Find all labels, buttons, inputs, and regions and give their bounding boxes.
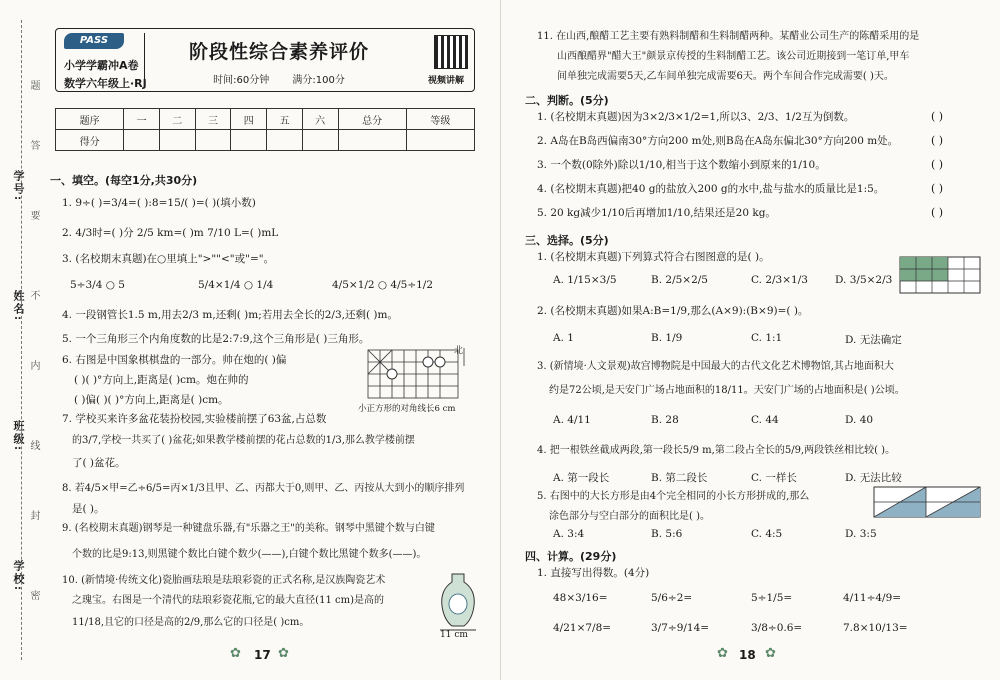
- choice-2: 2. (名校期末真题)如果A:B=1/9,那么(A×9):(B×9)=( )。: [537, 305, 809, 317]
- full-score: 满分:100分: [292, 75, 345, 86]
- judge-2: 2. A岛在B岛西偏南30°方向200 m处,则B岛在A岛东偏北30°方向200 m处。: [537, 135, 899, 147]
- leaf-icon: ✿: [230, 646, 241, 661]
- score-table: [55, 108, 475, 151]
- question-10-line-1: 10. (新情境·传统文化)瓷胎画珐琅是珐琅彩瓷的正式名称,是汉族陶瓷艺术: [62, 575, 386, 586]
- choice-3-line-1: 3. (新情境·人文景观)故宫博物院是中国最大的古代文化艺术博物馆,其占地面积大: [537, 361, 894, 372]
- answer-paren[interactable]: ( ): [931, 134, 944, 147]
- vase-diameter-label: 11 cm: [440, 630, 468, 640]
- question-11-line-2: 山西酿醋界"醋大王"颜景京传授的生料制醋工艺。该公司近期接到一笔订单,甲车: [557, 51, 910, 62]
- choice-4-option-c[interactable]: C. 一样长: [751, 472, 797, 484]
- name-label: 姓名:: [12, 290, 25, 323]
- student-number-label: 学号:: [12, 170, 25, 203]
- question-4: 4. 一段钢管长1.5 m,用去2/3 m,还剩( )m;若用去全长的2/3,还剩( )m。: [62, 309, 398, 321]
- calc-item: 5÷1/5=: [751, 592, 793, 604]
- exam-header: [55, 28, 475, 92]
- grid-shading-figure: [899, 256, 981, 294]
- table-cell: 题序: [56, 109, 124, 130]
- binding-strip: [0, 0, 44, 680]
- seal-word: 题: [28, 80, 39, 90]
- choice-4: 4. 把一根铁丝截成两段,第一段长5/9 m,第二段占全长的5/9,两段铁丝相比较( )。: [537, 445, 896, 456]
- page-title: 阶段性综合素养评价: [188, 41, 369, 63]
- answer-paren[interactable]: ( ): [931, 206, 944, 219]
- score-input-cell[interactable]: [159, 130, 195, 151]
- figure-note: 小正方形的对角线长6 cm: [358, 404, 456, 414]
- rectangle-shading-figure: [873, 486, 983, 518]
- pass-logo: PASS: [64, 33, 124, 49]
- choice-5-option-b[interactable]: B. 5:6: [651, 528, 683, 540]
- choice-4-option-a[interactable]: A. 第一段长: [553, 472, 610, 484]
- leaf-icon: ✿: [278, 646, 289, 661]
- question-10-line-2: 之瑰宝。右图是一个清代的珐琅彩瓷花瓶,它的最大直径(11 cm)是高的: [72, 595, 384, 606]
- choice-1-option-a[interactable]: A. 1/15×3/5: [553, 274, 617, 286]
- choice-5-option-d[interactable]: D. 3:5: [845, 528, 877, 540]
- table-row: [56, 130, 475, 151]
- calc-item: 4/11÷4/9=: [843, 592, 902, 604]
- question-9-line-2: 个数的比是9:13,则黑键个数比白键个数少(——),白键个数比黑键个数多(——)。: [72, 549, 427, 560]
- calc-item: 3/8÷0.6=: [751, 622, 803, 634]
- score-input-cell[interactable]: [124, 130, 160, 151]
- calc-item: 4/21×7/8=: [553, 622, 612, 634]
- table-row: [56, 109, 475, 130]
- calc-item: 5/6÷2=: [651, 592, 693, 604]
- question-3c: 4/5×1/2 ○ 4/5÷1/2: [332, 279, 434, 291]
- choice-2-option-c[interactable]: C. 1:1: [751, 332, 783, 344]
- subject-name: 数学六年级上·RJ: [64, 77, 147, 90]
- page-number: 18: [739, 648, 756, 662]
- section-true-false: 二、判断。(5分): [525, 94, 609, 107]
- calc-item: 3/7÷9/14=: [651, 622, 710, 634]
- question-11-line-3: 间单独完成需要5天,乙车间单独完成需要6天。两个车间合作完成需要( )天。: [557, 71, 894, 82]
- question-6-line-1: 6. 右图是中国象棋棋盘的一部分。帅在炮的( )偏: [62, 354, 287, 366]
- score-input-cell[interactable]: [406, 130, 474, 151]
- calc-item: 48×3/16=: [553, 592, 608, 604]
- choice-2-option-a[interactable]: A. 1: [553, 332, 574, 344]
- north-label: 北: [454, 346, 464, 356]
- score-input-cell[interactable]: [302, 130, 338, 151]
- choice-3-option-d[interactable]: D. 40: [845, 414, 874, 426]
- question-3b: 5/4×1/4 ○ 1/4: [198, 279, 274, 291]
- table-cell: 二: [159, 109, 195, 130]
- seal-word: 答: [28, 140, 39, 150]
- choice-1: 1. (名校期末真题)下列算式符合右图图意的是( )。: [537, 251, 770, 263]
- seal-word: 内: [28, 360, 39, 370]
- choice-3-line-2: 约是72公顷,是天安门广场占地面积的18/11。天安门广场的占地面积是( )公顷。: [549, 385, 905, 396]
- table-cell: 得分: [56, 130, 124, 151]
- calc-item: 7.8×10/13=: [843, 622, 908, 634]
- page-number: 17: [254, 648, 271, 662]
- leaf-icon: ✿: [765, 646, 776, 661]
- choice-2-option-b[interactable]: B. 1/9: [651, 332, 683, 344]
- judge-5: 5. 20 kg减少1/10后再增加1/10,结果还是20 kg。: [537, 207, 776, 219]
- table-cell: 五: [267, 109, 303, 130]
- choice-2-option-d[interactable]: D. 无法确定: [845, 334, 902, 346]
- choice-4-option-b[interactable]: B. 第二段长: [651, 472, 708, 484]
- question-6-line-3: ( )偏( )( )°方向上,距离是( )cm。: [74, 394, 229, 406]
- seal-word: 要: [28, 210, 39, 220]
- question-2: 2. 4/3时=( )分 2/5 km=( )m 7/10 L=( )mL: [62, 227, 279, 239]
- seal-word: 不: [28, 290, 39, 300]
- question-7-line-3: 了( )盆花。: [72, 457, 126, 469]
- series-name: 小学学霸冲A卷: [64, 59, 139, 72]
- class-label: 班级:: [12, 420, 25, 453]
- table-cell: 四: [231, 109, 267, 130]
- choice-3-option-a[interactable]: A. 4/11: [553, 414, 591, 426]
- page-right: [500, 0, 1000, 680]
- question-7-line-2: 的3/7,学校一共买了( )盆花;如果教学楼前摆的花占总数的1/3,那么教学楼前摆: [72, 435, 415, 446]
- question-7-line-1: 7. 学校买来许多盆花装扮校园,实验楼前摆了63盆,占总数: [62, 413, 327, 425]
- school-label: 学校:: [12, 560, 25, 593]
- table-cell: 等级: [406, 109, 474, 130]
- score-input-cell[interactable]: [267, 130, 303, 151]
- section-fill-blank: 一、填空。(每空1分,共30分): [50, 174, 198, 187]
- seal-word: 封: [28, 510, 39, 520]
- leaf-icon: ✿: [717, 646, 728, 661]
- judge-4: 4. (名校期末真题)把40 g的盐放入200 g的水中,盐与盐水的质量比是1:5。: [537, 183, 885, 195]
- header-divider: [144, 33, 145, 87]
- table-cell: 总分: [338, 109, 406, 130]
- choice-3-option-c[interactable]: C. 44: [751, 414, 779, 426]
- score-input-cell[interactable]: [195, 130, 231, 151]
- choice-3-option-b[interactable]: B. 28: [651, 414, 679, 426]
- choice-1-option-c[interactable]: C. 2/3×1/3: [751, 274, 808, 286]
- question-6-line-2: ( )( )°方向上,距离是( )cm。炮在帅的: [74, 374, 249, 386]
- choice-4-option-d[interactable]: D. 无法比较: [845, 472, 902, 484]
- choice-5-option-c[interactable]: C. 4:5: [751, 528, 783, 540]
- choice-5-line-1: 5. 右图中的大长方形是由4个完全相同的小长方形拼成的,那么: [537, 491, 810, 502]
- table-cell: 一: [124, 109, 160, 130]
- choice-1-option-b[interactable]: B. 2/5×2/5: [651, 274, 708, 286]
- section-choice: 三、选择。(5分): [525, 234, 609, 247]
- choice-5-option-a[interactable]: A. 3:4: [553, 528, 585, 540]
- question-8-line-1: 8. 若4/5×甲=乙÷6/5=丙×1/3且甲、乙、丙都大于0,则甲、乙、丙按从大到小的顺序排列: [62, 483, 465, 494]
- video-explain-label: 视频讲解: [428, 76, 465, 86]
- table-cell: 六: [302, 109, 338, 130]
- question-5: 5. 一个三角形三个内角度数的比是2:7:9,这个三角形是( )三角形。: [62, 333, 370, 345]
- exam-meta: [154, 71, 404, 86]
- answer-paren[interactable]: ( ): [931, 110, 944, 123]
- judge-1: 1. (名校期末真题)因为3×2/3×1/2=1,所以3、2/3、1/2互为倒数。: [537, 111, 855, 123]
- answer-paren[interactable]: ( ): [931, 182, 944, 195]
- table-cell: 三: [195, 109, 231, 130]
- seal-word: 密: [28, 590, 39, 600]
- score-input-cell[interactable]: [231, 130, 267, 151]
- answer-paren[interactable]: ( ): [931, 158, 944, 171]
- judge-3: 3. 一个数(0除外)除以1/10,相当于这个数缩小到原来的1/10。: [537, 159, 826, 171]
- choice-5-line-2: 涂色部分与空白部分的面积比是( )。: [549, 511, 710, 522]
- calc-instructions: 1. 直接写出得数。(4分): [537, 567, 650, 579]
- question-3a: 5÷3/4 ○ 5: [70, 279, 125, 291]
- time-limit: 时间:60分钟: [213, 75, 270, 86]
- question-10-line-3: 11/18,且它的口径是高的2/9,那么它的口径是( )cm。: [72, 617, 310, 628]
- seal-word: 线: [28, 440, 39, 450]
- question-8-line-2: 是( )。: [72, 503, 105, 515]
- question-3: 3. (名校期末真题)在○里填上">""<"或"="。: [62, 253, 275, 265]
- score-input-cell[interactable]: [338, 130, 406, 151]
- question-9-line-1: 9. (名校期末真题)钢琴是一种键盘乐器,有"乐器之王"的美称。钢琴中黑键个数与白键: [62, 523, 435, 534]
- question-11-line-1: 11. 在山西,酿醋工艺主要有熟料制醋和生料制醋两种。某醋业公司生产的陈醋采用的是: [537, 31, 920, 42]
- choice-1-option-d[interactable]: D. 3/5×2/3: [835, 274, 893, 286]
- seal-line: [21, 20, 22, 660]
- section-calculation: 四、计算。(29分): [525, 550, 617, 563]
- question-1: 1. 9÷( )=3/4=( ):8=15/( )=( )(填小数): [62, 197, 256, 209]
- qr-code-icon[interactable]: [434, 35, 468, 69]
